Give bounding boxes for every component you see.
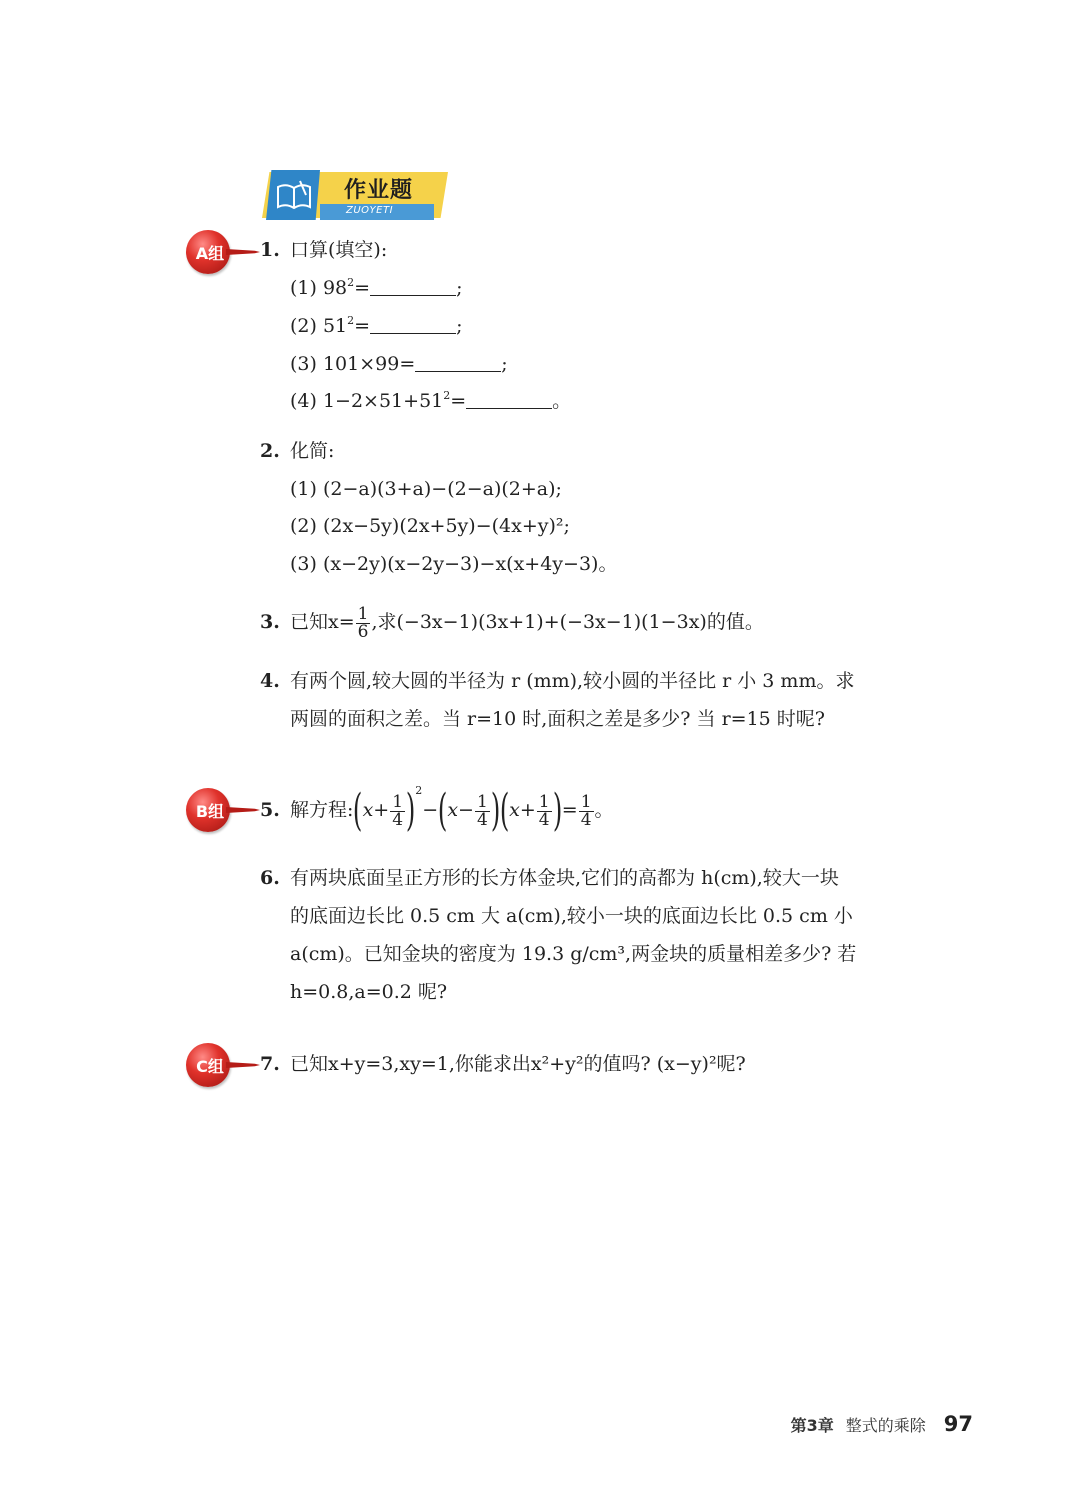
problem-4-line-1: 有两个圆,较大圆的半径为 r (mm),较小圆的半径比 r 小 3 mm。求 [290,670,855,692]
numerator: 1 [392,791,404,812]
equals: = [450,390,467,412]
problem-2-number: 2. [260,440,280,462]
paren-close: ) [405,785,416,836]
header-title: 作业题 [344,178,414,203]
problem-7-number: 7. [260,1053,280,1075]
exponent: 2 [415,784,423,797]
problem-6-number: 6. [260,867,280,889]
answer-blank[interactable] [370,277,456,296]
problem-4-number: 4. [260,670,280,692]
open-book-icon [274,179,314,213]
denominator: 4 [476,809,488,830]
chapter-title: 整式的乘除 [845,1416,926,1435]
problem-3-post: ,求(−3x−1)(3x+1)+(−3x−1)(1−3x)的值。 [371,611,764,633]
problem-1-item-3 [290,350,508,378]
paren-open: ( [499,785,510,836]
equals: = [354,277,371,299]
superscript: 2 [347,276,355,289]
semicolon: ; [456,315,463,337]
chapter-label: 第3章 [790,1416,834,1435]
numerator: 1 [580,791,592,812]
paren-close: ) [490,785,501,836]
semicolon: ; [456,277,463,299]
problem-5-equation: 解方程:(x+ $\frac{1}{4}$ )$^2$−(x− $\frac{1}{4}$ )(x+ $\frac{1}{4}$ )= $\frac{1}{4}$ 。 [290,784,614,836]
numerator: 1 [357,603,369,624]
item-text: (2) 51 [290,315,348,337]
group-c-badge [186,1043,262,1087]
problem-3-text [290,596,764,648]
item-text: (1) 98 [290,277,348,299]
problem-3-number: 3. [260,611,280,633]
denominator: 4 [580,809,592,830]
group-b-label: B组 [195,802,225,821]
denominator: 4 [392,809,404,830]
group-b-badge [186,788,262,832]
problem-1-item-2 [290,312,462,340]
problem-6-line-3: a(cm)。已知金块的密度为 19.3 g/cm³,两金块的质量相差多少? 若 [290,943,857,965]
numerator: 1 [538,791,550,812]
answer-blank[interactable] [415,353,501,372]
problem-1-number: 1. [260,239,280,261]
paren-open: ( [353,785,363,836]
paren-open: ( [438,785,448,836]
answer-blank[interactable] [370,315,456,334]
problem-1-text: 口算(填空): [290,239,388,261]
fraction-quarter [579,791,594,830]
fraction-quarter [537,791,552,830]
paren-close: ) [552,785,562,836]
superscript: 2 [347,314,355,327]
denominator: 4 [538,809,550,830]
equals: = [354,315,371,337]
badge-arrow [226,249,260,255]
page-number: 97 [943,1412,973,1436]
item-text: (3) 101×99= [290,353,416,375]
badge-arrow [226,1062,260,1068]
semicolon: ; [501,353,508,375]
numerator: 1 [476,791,488,812]
var-x: x [509,799,520,821]
problem-7-text: 已知x+y=3,xy=1,你能求出x²+y²的值吗? (x−y)²呢? [290,1053,746,1075]
fraction-quarter [390,791,405,830]
problem-4-line-2: 两圆的面积之差。当 r=10 时,面积之差是多少? 当 r=15 时呢? [290,708,825,730]
problem-5-pre: 解方程: [290,799,354,821]
problem-2-item-1: (1) (2−a)(3+a)−(2−a)(2+a); [290,478,562,500]
header-pinyin: ZUOYETI [346,205,394,216]
denominator: 6 [357,621,369,642]
item-text: (4) 1−2×51+51 [290,390,444,412]
fraction-one-sixth [356,603,371,642]
problem-2-item-2: (2) (2x−5y)(2x+5y)−(4x+y)²; [290,515,570,537]
group-a-label: A组 [195,244,225,263]
superscript: 2 [443,389,451,402]
page-footer [791,1412,973,1436]
problem-2-item-3: (3) (x−2y)(x−2y−3)−x(x+4y−3)。 [290,553,618,575]
problem-6-line-1: 有两块底面呈正方形的长方体金块,它们的高都为 h(cm),较大一块 [290,867,839,889]
problem-3-pre: 已知x= [290,611,355,633]
problem-6-line-2: 的底面边长比 0.5 cm 大 a(cm),较小一块的底面边长比 0.5 cm 小 [290,905,853,927]
problem-6-line-4: h=0.8,a=0.2 呢? [290,981,448,1003]
problem-1-item-1 [290,274,462,302]
badge-arrow [226,807,260,813]
period: 。 [552,390,572,412]
answer-blank[interactable] [466,390,552,409]
problem-1-item-4 [290,387,571,415]
problem-5-number: 5. [260,799,280,821]
group-a-badge [186,230,262,274]
homework-header [262,170,448,222]
fraction-quarter [475,791,490,830]
var-x: x [362,799,374,821]
group-c-label: C组 [196,1057,224,1076]
problem-2-text: 化简: [290,440,335,462]
var-x: x [447,799,459,821]
